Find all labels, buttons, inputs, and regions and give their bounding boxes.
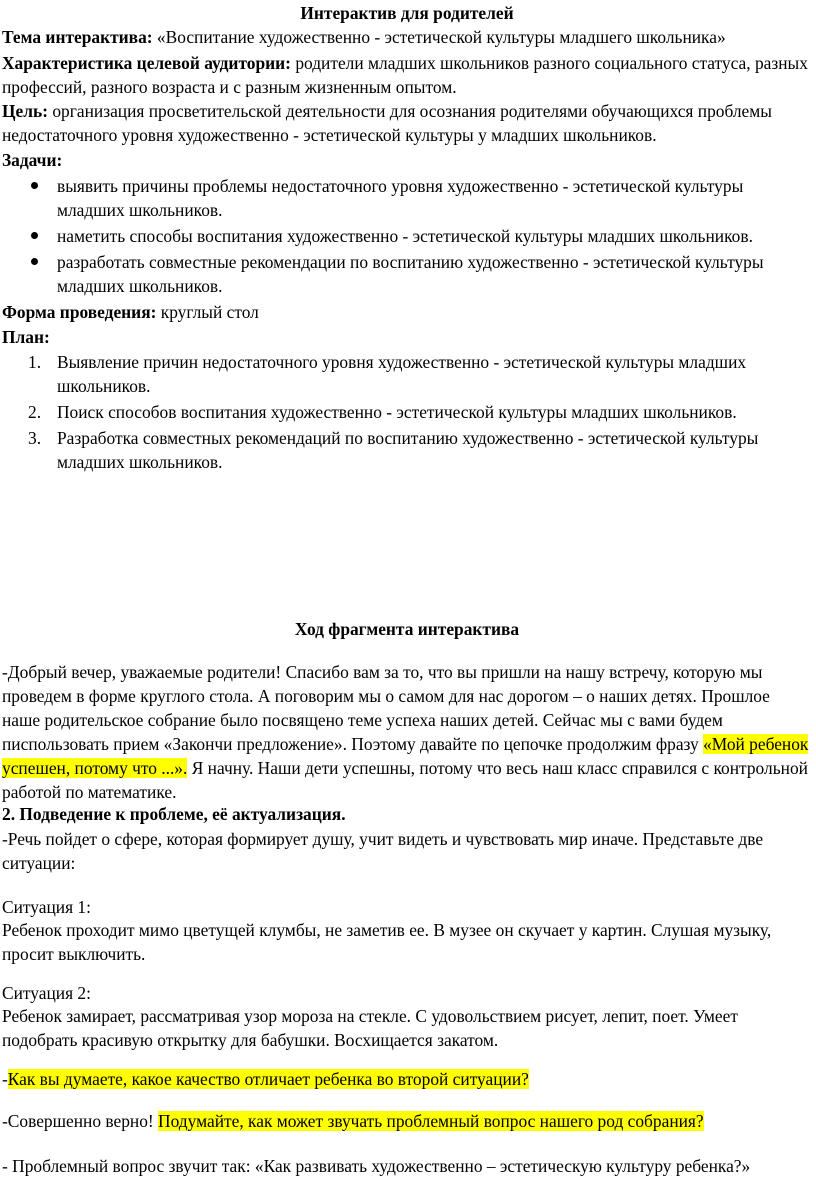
question2: -Совершенно верно! Подумайте, как может звучать проблемный вопрос нашего род собрания? [2,1111,704,1131]
step2-paragraph: -Речь пойдет о сфере, которая формирует душу, учит видеть и чувствовать мир иначе. Представьте две ситуации: [2,829,764,873]
audience-label: Характеристика целевой аудитории: [2,53,291,73]
topic-label: Тема интерактива: [2,27,153,47]
list-item: выявить причины проблемы недостаточного уровня художественно - эстетической культуры младших школьников. [2,174,812,222]
situation1-text: Ребенок проходит мимо цветущей клумбы, не заметив ее. В музее он скучает у картин. Слушая музыку, просит выключить. [2,920,772,964]
topic-value: «Воспитание художественно - эстетической культуры младшего школьника» [152,27,726,47]
goal-paragraph [2,99,812,147]
list-item: 1. Выявление причин недостаточного уровня художественно - эстетической культуры младших школьников. [28,352,747,396]
bullet-icon [31,232,38,239]
situation2-text: Ребенок замирает, рассматривая узор мороза на стекле. С удовольствием рисует, лепит, поет. Умеет подобрать красивую открытку для бабушки. Восхищается закатом. [2,1006,738,1050]
goal-label: Цель: [2,101,48,121]
plan-label: План: [2,327,50,347]
problem-question: - Проблемный вопрос звучит так: «Как развивать художественно – эстетическую культуру ребенка?» [2,1156,751,1176]
list-item: 2. Поиск способов воспитания художественно - эстетической культуры младших школьников. [28,402,737,422]
form-line [2,300,812,324]
step2-title: 2. Подведение к проблеме, её актуализация. [2,804,346,824]
tasks-list [2,174,812,298]
document-title: Интерактив для родителей [300,3,514,23]
audience-paragraph [2,51,812,99]
bullet-icon [31,182,38,189]
form-value: круглый стол [156,302,259,322]
question1: -Как вы думаете, какое качество отличает ребенка во второй ситуации? [2,1069,529,1089]
bullet-icon [31,258,38,265]
list-item: разработать совместные рекомендации по воспитанию художественно - эстетической культуры младших школьников. [2,250,812,298]
plan-list [2,350,812,474]
intro-highlight: «Мой ребенок успешен, потому что ...». [2,734,809,778]
question1-highlight: Как вы думаете, какое качество отличает ребенка во второй ситуации? [7,1069,529,1089]
list-item: 3. Разработка совместных рекомендаций по воспитанию художественно - эстетической культуры младших школьников. [28,428,759,472]
section-title: Ход фрагмента интерактива [294,619,520,639]
intro-paragraph: -Добрый вечер, уважаемые родители! Спасибо вам за то, что вы пришли на нашу встречу, которую мы проведем в форме круглого стола. А поговорим мы о самом для нас дорогом – о наших детях. Прошлое наше родительское собрание было посвящено теме успеха наших детей. Сейчас мы с вами будем писпользовать прием «Закончи предложение». Поэтому давайте по цепочке продолжим фразу «Мой ребенок успешен, потому что ...». Я начну. Наши дети успешны, потому что весь наш класс справился с контрольной работой по математике. [2,662,809,802]
audience-value: родители младших школьников разного социального статуса, разных профессий, разного возраста и с разным жизненным опытом. [2,53,808,97]
form-label: Форма проведения: [2,302,157,322]
topic-line [2,25,812,49]
situation2-label: Ситуация 2: [2,983,91,1003]
tasks-label: Задачи: [2,150,63,170]
list-item: наметить способы воспитания художественно - эстетической культуры младших школьников. [2,224,812,248]
question2-highlight: Подумайте, как может звучать проблемный вопрос нашего род собрания? [158,1111,704,1131]
situation1-label: Ситуация 1: [2,897,91,917]
goal-value: организация просветительской деятельности для осознания родителями обучающихся проблемы недостаточного уровня художественно - эстетической культуры у младших школьников. [2,101,772,145]
